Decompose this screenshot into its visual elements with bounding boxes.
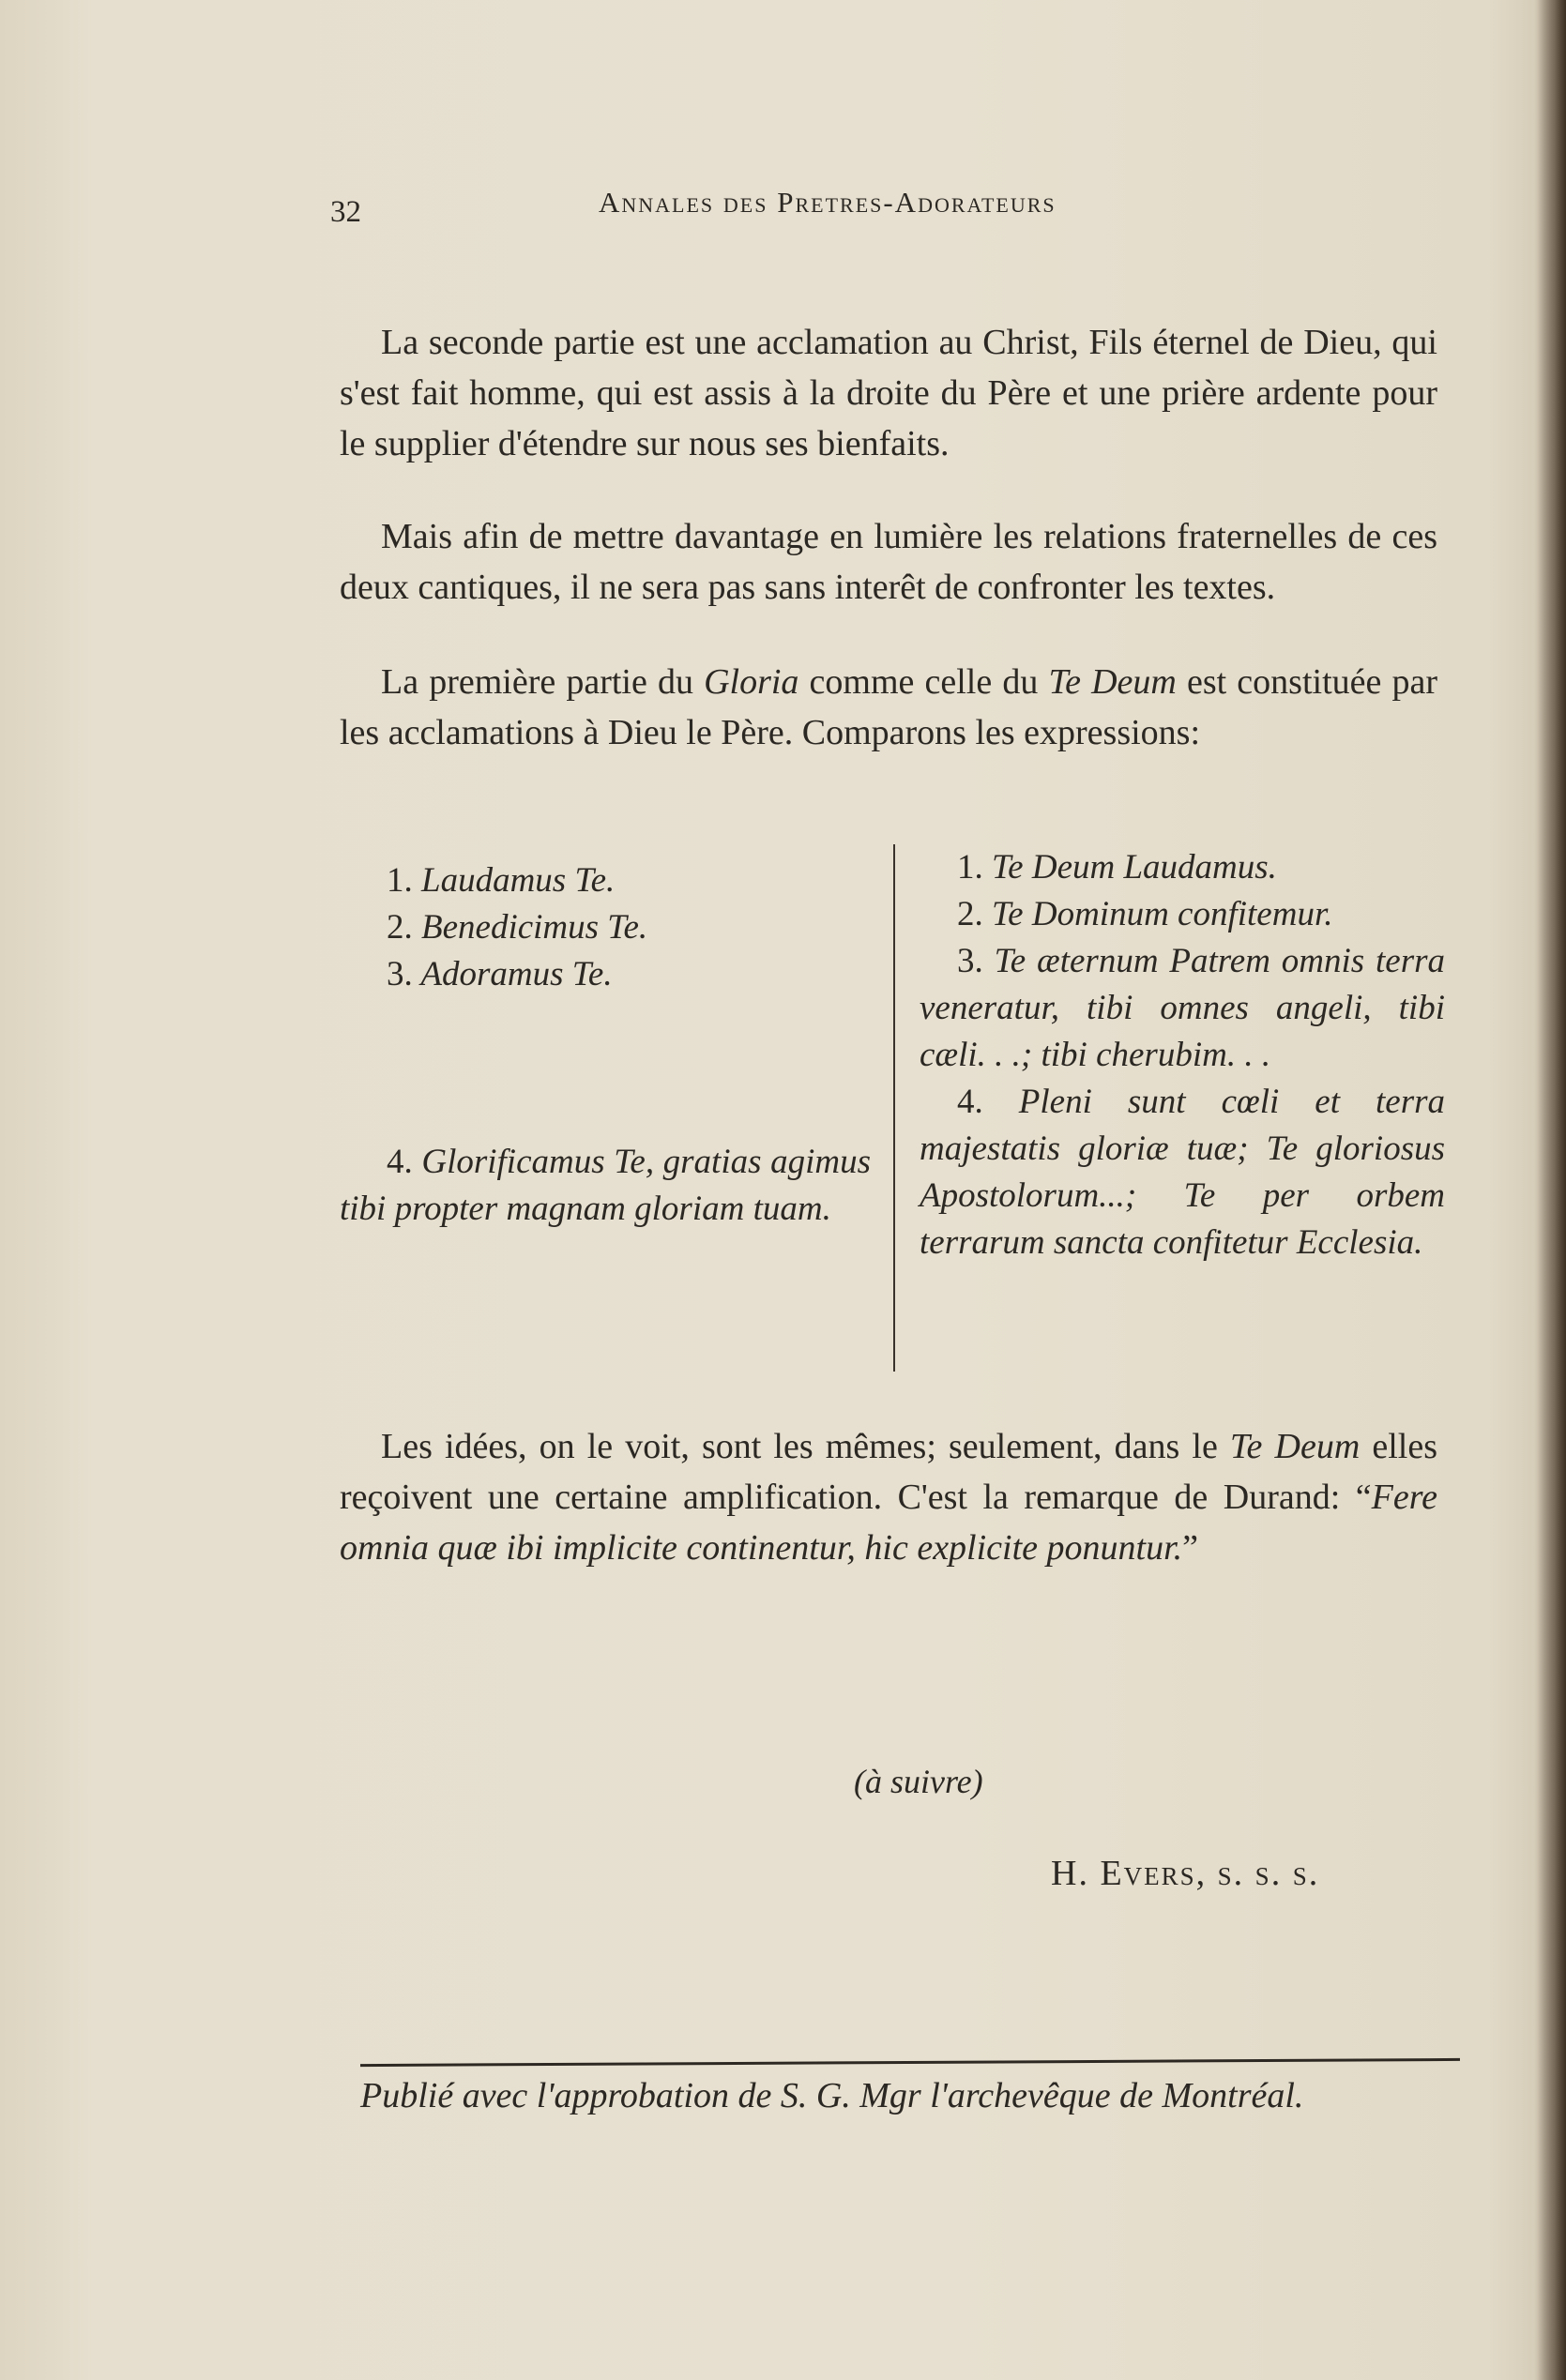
column-divider: [893, 844, 895, 1372]
gloria-item-4: 4. Glorificamus Te, gratias agimus tibi propter magnam gloriam tuam.: [340, 1143, 872, 1228]
approval-notice: Publié avec l'approbation de S. G. Mgr l'archevêque de Montréal.: [360, 2076, 1304, 2115]
p4-te-deum: Te Deum: [1229, 1427, 1361, 1466]
p3-gloria: Gloria: [704, 662, 799, 702]
p3-text-3: est constituée par les acclamations à Dieu le Père. Comparons les expressions:: [340, 662, 1438, 752]
te-deum-item-1: 1. Te Deum Laudamus.: [957, 848, 1277, 887]
p4-text-3: ”: [1182, 1528, 1199, 1568]
gloria-item-2: 2. Benedicimus Te.: [387, 908, 648, 947]
p3-te-deum: Te Deum: [1048, 662, 1177, 702]
p4-text-1: Les idées, on le voit, sont les mêmes; seulement, dans le: [381, 1427, 1230, 1466]
p4-text-2: elles reçoivent une certaine amplification. C'est la remarque de Durand: “: [340, 1427, 1437, 1517]
page-number: 32: [330, 195, 361, 229]
gloria-item-3: 3. Adoramus Te.: [387, 955, 613, 993]
p3-text-2: comme celle du: [798, 662, 1049, 702]
page-header: [0, 186, 1566, 233]
paragraph-compare-texts: Mais afin de mettre davantage en lumière les relations fraternelles de ces deux cantiques, il ne sera pas sans interêt de confronter les textes.: [340, 517, 1437, 607]
paragraph-ideas-same: [340, 1421, 1437, 1573]
running-title: Annales des Pretres-Adorateurs: [599, 186, 1057, 219]
paragraph-second-part: La seconde partie est une acclamation au Christ, Fils éternel de Dieu, qui s'est fait homme, qui est assis à la droite du Père et une prière ardente pour le supplier d'étendre sur nous ses bienfaits.: [340, 323, 1437, 463]
author-signature: H. Evers, s. s. s.: [1051, 1854, 1320, 1893]
to-be-continued: (à suivre): [854, 1763, 983, 1800]
comparison-columns: [340, 844, 1447, 1370]
page-edge-shadow: [1538, 0, 1566, 2380]
te-deum-item-2: 2. Te Dominum confitemur.: [957, 895, 1333, 933]
p4-quote: Fere omnia quæ ibi implicite continentur, hic explicite ponuntur.: [340, 1478, 1437, 1568]
gloria-item-1: 1. Laudamus Te.: [387, 861, 616, 900]
te-deum-column: [920, 844, 1445, 1266]
gloria-column: [340, 844, 871, 1233]
te-deum-item-3: 3. Te æternum Patrem omnis terra veneratur, tibi omnes angeli, tibi cæli. . .; tibi cherubim. . .: [920, 942, 1445, 1074]
paragraph-first-part: [340, 657, 1437, 758]
p3-text-1: La première partie du: [381, 662, 705, 702]
te-deum-item-4: 4. Pleni sunt cœli et terra majestatis gloriæ tuæ; Te gloriosus Apostolorum...; Te per orbem terrarum sancta confitetur Ecclesia.: [920, 1083, 1446, 1262]
